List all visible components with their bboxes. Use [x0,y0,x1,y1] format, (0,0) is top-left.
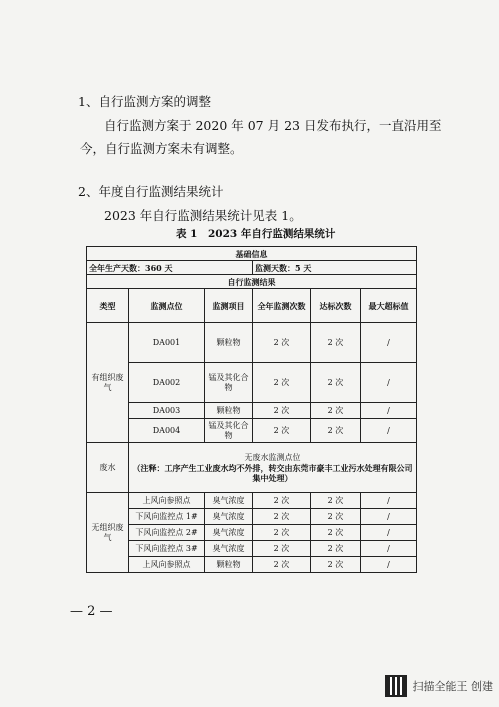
wastewater-line2: （注释：工序产生工业废水均不外排，转交由东莞市豪丰工业污水处理有限公司集中处理） [132,462,413,483]
cell-max: / [361,509,417,525]
cell-times: 2 次 [253,419,311,443]
table-row [87,493,417,509]
table-row [87,363,417,403]
cell-point: DA001 [129,323,205,363]
cell-pass: 2 次 [311,403,361,419]
cell-pass: 2 次 [311,541,361,557]
category-organized: 有组织废气 [87,323,129,443]
cell-item: 臭气浓度 [205,493,253,509]
page-number: — 2 — [70,604,113,619]
cell-pass: 2 次 [311,509,361,525]
cell-times: 2 次 [253,525,311,541]
cell-max: / [361,541,417,557]
cell-times: 2 次 [253,557,311,573]
wastewater-note [129,443,417,493]
col-header: 全年监测次数 [253,289,311,323]
cell-pass: 2 次 [311,419,361,443]
cell-point: 下风向监控点 2# [129,525,205,541]
cell-item: 颗粒物 [205,557,253,573]
table-row [87,419,417,443]
cell-item: 臭气浓度 [205,509,253,525]
production-days: 全年生产天数：360 天 [87,261,253,275]
cell-item: 颗粒物 [205,403,253,419]
section2-heading: 2、年度自行监测结果统计 [78,184,224,199]
table-row [87,541,417,557]
section1-paragraph-line1: 自行监测方案于 2020 年 07 月 23 日发布执行，一直沿用至 [104,118,442,133]
table-caption: 表 1 2023 年自行监测结果统计 [176,228,336,240]
table-row [87,525,417,541]
cell-point: 上风向参照点 [129,557,205,573]
table-row [87,557,417,573]
cell-times: 2 次 [253,403,311,419]
cell-item: 臭气浓度 [205,525,253,541]
results-header: 自行监测结果 [87,275,417,289]
cell-point: DA004 [129,419,205,443]
cell-max: / [361,557,417,573]
cell-max: / [361,525,417,541]
cell-times: 2 次 [253,363,311,403]
basic-info-header: 基础信息 [87,247,417,261]
cell-item: 臭气浓度 [205,541,253,557]
cell-point: 下风向监控点 1# [129,509,205,525]
col-header: 达标次数 [311,289,361,323]
cell-times: 2 次 [253,493,311,509]
cell-max: / [361,403,417,419]
monitoring-days: 监测天数：5 天 [253,261,417,275]
table-row [87,443,417,493]
cell-times: 2 次 [253,509,311,525]
category-wastewater: 废水 [87,443,129,493]
cell-item: 锰及其化合物 [205,419,253,443]
cell-pass: 2 次 [311,493,361,509]
col-header: 最大超标值 [361,289,417,323]
cell-max: / [361,323,417,363]
cell-pass: 2 次 [311,525,361,541]
category-unorganized: 无组织废气 [87,493,129,573]
col-header: 监测项目 [205,289,253,323]
cell-max: / [361,363,417,403]
table-row [87,403,417,419]
table-row [87,323,417,363]
section1-heading: 1、自行监测方案的调整 [78,94,211,109]
monitoring-results-table [86,246,417,573]
cell-pass: 2 次 [311,557,361,573]
col-header: 类型 [87,289,129,323]
cell-pass: 2 次 [311,323,361,363]
cell-item: 锰及其化合物 [205,363,253,403]
column-headers [87,289,417,323]
wastewater-line1: 无废水监测点位 [244,452,301,462]
section2-paragraph: 2023 年自行监测结果统计见表 1。 [104,208,302,223]
cell-times: 2 次 [253,541,311,557]
scanner-label: 扫描全能王 创建 [412,680,493,693]
cell-pass: 2 次 [311,363,361,403]
cell-point: 上风向参照点 [129,493,205,509]
table-row [87,509,417,525]
cell-point: DA002 [129,363,205,403]
cell-times: 2 次 [253,323,311,363]
cell-max: / [361,419,417,443]
margin-handwriting [466,340,482,430]
qr-code-icon [385,675,407,697]
cell-max: / [361,493,417,509]
cell-point: DA003 [129,403,205,419]
cell-item: 颗粒物 [205,323,253,363]
scanner-watermark [385,675,494,697]
section1-paragraph-line2: 今，自行监测方案未有调整。 [80,141,243,156]
cell-point: 下风向监控点 3# [129,541,205,557]
col-header: 监测点位 [129,289,205,323]
